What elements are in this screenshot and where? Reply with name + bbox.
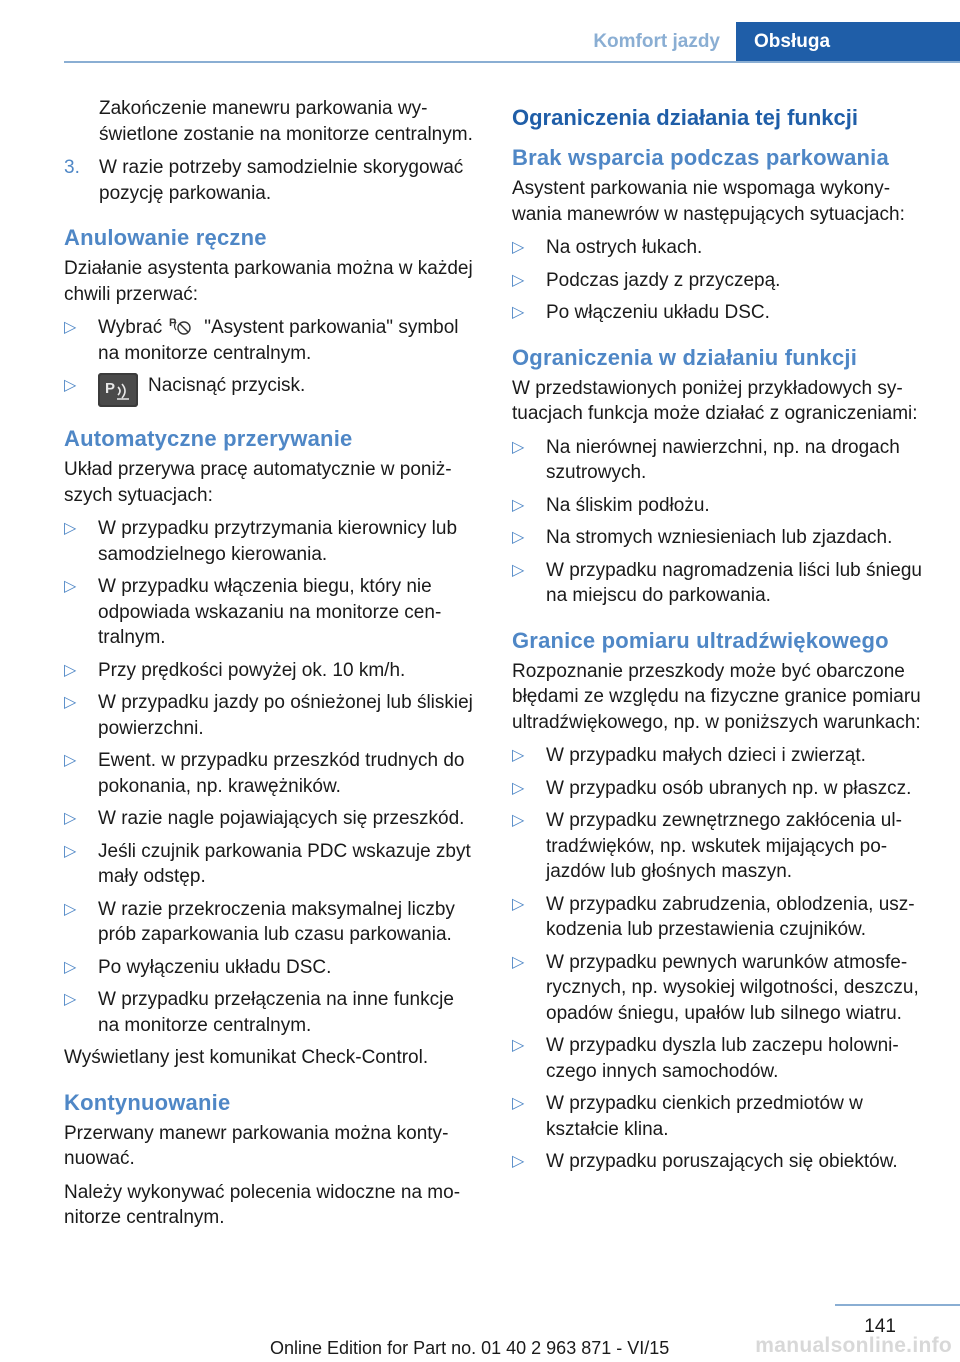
list-item <box>64 806 480 832</box>
list-item <box>64 516 480 567</box>
step-item <box>64 155 480 206</box>
triangle-right-icon: ▷ <box>64 377 77 394</box>
triangle-right-icon: ▷ <box>64 900 77 918</box>
list-item <box>64 955 480 981</box>
cancel-item-post: "Asystent parkowania" symbol na monitorze centralnym. <box>98 317 459 364</box>
heading-auto: Automatyczne przerywanie <box>64 426 353 451</box>
nosupport-intro: Asystent parkowania nie wspomaga wykonywania manewrów w następujących sytuacjach: <box>512 178 905 225</box>
list-item-text: W przypadku poruszających się obiektów. <box>546 1151 898 1172</box>
triangle-right-icon: ▷ <box>512 1037 525 1054</box>
auto-outro: Wyświetlany jest komunikat Check-Control. <box>64 1047 429 1068</box>
list-item-text: Po włączeniu układu DSC. <box>546 302 770 323</box>
list-item <box>512 1149 928 1175</box>
triangle-right-icon: ▷ <box>512 747 525 764</box>
list-item <box>512 493 928 519</box>
list-item <box>64 987 480 1038</box>
step-number: 3. <box>64 157 80 178</box>
heading-continue: Kontynuowanie <box>64 1089 231 1115</box>
triangle-right-icon: ▷ <box>512 895 525 913</box>
triangle-right-icon: ▷ <box>512 1153 525 1170</box>
list-item <box>64 373 480 407</box>
triangle-right-icon: ▷ <box>64 578 77 595</box>
list-item-text: Przy prędkości powyżej ok. 10 km/h. <box>98 659 406 681</box>
list-item <box>64 315 480 366</box>
restrict-list <box>512 435 928 609</box>
heading-limits: Ograniczenia działania tej funkcji <box>512 105 858 130</box>
triangle-right-icon: ▷ <box>64 661 77 679</box>
header-rule <box>64 61 960 63</box>
heading-cancel: Anulowanie ręczne <box>64 225 267 250</box>
watermark: manualsonline.info <box>755 1334 952 1357</box>
list-item-text: Po wyłączeniu układu DSC. <box>98 956 332 978</box>
list-item-text: Jeśli czujnik parkowania PDC wskazuje zbyt mały odstęp. <box>98 840 471 887</box>
list-item <box>512 892 928 943</box>
triangle-right-icon: ▷ <box>512 304 525 321</box>
triangle-right-icon: ▷ <box>64 810 77 827</box>
list-item <box>512 268 928 294</box>
list-item-text: W przypadku przytrzymania kierownicy lub samodzielnego kierowania. <box>98 518 458 565</box>
heading-nosupport: Brak wsparcia podczas parkowania <box>512 145 889 170</box>
list-item-text: W przypadku pewnych warunków atmosferycznych, np. wysokiej wilgotności, deszczu, opadów śniegu, upałów lub silnego wiatru. <box>546 951 919 1024</box>
list-item-text: W razie przekroczenia maksymalnej liczby prób zaparkowania lub czasu parkowania. <box>98 898 455 945</box>
triangle-right-icon: ▷ <box>64 694 77 711</box>
triangle-right-icon: ▷ <box>512 438 525 456</box>
list-item-text: W przypadku cienkich przedmiotów w kształcie klina. <box>546 1093 863 1140</box>
list-item-text: Na śliskim podłożu. <box>546 494 710 516</box>
list-item <box>512 743 928 769</box>
parking-assistant-icon <box>168 315 196 337</box>
list-item-text: Podczas jazdy z przyczepą. <box>546 269 781 291</box>
triangle-right-icon: ▷ <box>512 239 525 256</box>
list-item <box>64 748 480 799</box>
list-item <box>64 574 480 651</box>
cancel-list <box>64 315 480 407</box>
triangle-right-icon: ▷ <box>64 319 77 336</box>
list-item <box>512 1091 928 1142</box>
list-item <box>64 839 480 890</box>
tab-section: Komfort jazdy <box>575 22 736 62</box>
list-item-text: Ewent. w przypadku przeszkód trudnych do pokonania, np. krawężników. <box>98 750 465 797</box>
triangle-right-icon: ▷ <box>64 752 77 769</box>
list-item <box>512 300 928 326</box>
cancel-item-pre: Wybrać <box>98 317 163 338</box>
continue-p1: Przerwany manewr parkowania można kontynuować. <box>64 1122 449 1169</box>
list-item-text: W przypadku nagromadzenia liści lub śniegu na miejscu do parkowania. <box>546 559 922 606</box>
triangle-right-icon: ▷ <box>512 779 525 797</box>
list-item <box>64 690 480 741</box>
list-item <box>512 525 928 551</box>
steps-list <box>64 155 480 206</box>
footer-edition: Online Edition for Part no. 01 40 2 963 871 - VI/15 <box>270 1338 670 1358</box>
ultrasonic-intro: Rozpoznanie przeszkody może być obarczone błędami ze względu na fizyczne granice pomiaru ultradźwiękowego, np. w poniższych warunkach: <box>512 660 921 733</box>
list-item <box>512 776 928 802</box>
auto-intro: Układ przerywa pracę automatycznie w poniższych sytuacjach: <box>64 459 452 506</box>
list-item-text: Na stromych wzniesieniach lub zjazdach. <box>546 527 893 548</box>
triangle-right-icon: ▷ <box>64 842 77 860</box>
list-item <box>512 435 928 486</box>
nosupport-list <box>512 235 928 326</box>
triangle-right-icon: ▷ <box>512 529 525 546</box>
parking-button-icon <box>98 373 138 407</box>
svg-text:P: P <box>105 380 116 397</box>
ultrasonic-list <box>512 743 928 1175</box>
cancel-item-text: Nacisnąć przycisk. <box>148 375 306 396</box>
triangle-right-icon: ▷ <box>512 953 525 971</box>
list-item-text: W przypadku dyszla lub zaczepu holowniczego innych samochodów. <box>546 1035 899 1082</box>
heading-ultrasonic: Granice pomiaru ultradźwiękowego <box>512 627 889 653</box>
list-item <box>64 897 480 948</box>
list-item-text: W przypadku zewnętrznego zakłócenia ultradźwięków, np. wskutek mijających pojazdów lub głośnych maszyn. <box>546 810 902 882</box>
list-item-text: Na nierównej nawierzchni, np. na drogach szutrowych. <box>546 436 900 483</box>
continue-p2: Należy wykonywać polecenia widoczne na monitorze centralnym. <box>64 1181 461 1228</box>
page-number: 141 <box>864 1316 896 1337</box>
heading-restrict: Ograniczenia w działaniu funkcji <box>512 344 858 370</box>
button-row <box>98 373 480 407</box>
list-item-text: W przypadku zabrudzenia, oblodzenia, uszkodzenia lub przestawienia czujników. <box>546 893 915 940</box>
triangle-right-icon: ▷ <box>64 520 77 537</box>
list-item <box>512 950 928 1027</box>
tab-chapter: Obsługa <box>736 22 960 62</box>
triangle-right-icon: ▷ <box>64 958 77 976</box>
list-item-text: W przypadku małych dzieci i zwierząt. <box>546 745 866 766</box>
list-item <box>512 1033 928 1084</box>
triangle-right-icon: ▷ <box>512 812 525 829</box>
triangle-right-icon: ▷ <box>512 496 525 514</box>
triangle-right-icon: ▷ <box>512 1095 525 1112</box>
triangle-right-icon: ▷ <box>512 271 525 289</box>
header-tabs <box>575 22 960 62</box>
list-item-text: W przypadku jazdy po ośnieżonej lub śliskiej powierzchni. <box>98 692 473 739</box>
triangle-right-icon: ▷ <box>64 991 77 1008</box>
list-item <box>512 235 928 261</box>
cancel-intro: Działanie asystenta parkowania można w każdej chwili przerwać: <box>64 258 473 305</box>
list-item <box>512 808 928 885</box>
list-item-text: W przypadku przełączenia na inne funkcje na monitorze centralnym. <box>98 989 454 1036</box>
footer-rule <box>835 1304 960 1306</box>
svg-text:P: P <box>169 317 177 329</box>
step-continuation: Zakończenie manewru parkowania wyświetlone zostanie na monitorze centralnym. <box>99 98 473 145</box>
auto-list <box>64 516 480 1038</box>
list-item <box>64 658 480 684</box>
restrict-intro: W przedstawionych poniżej przykładowych sytuacjach funkcja może działać z ograniczeniami: <box>512 377 918 424</box>
list-item-text: Na ostrych łukach. <box>546 237 703 258</box>
list-item <box>512 558 928 609</box>
left-column <box>64 96 480 1231</box>
step-text: W razie potrzeby samodzielnie skorygować pozycję parkowania. <box>99 157 464 204</box>
right-column <box>512 96 928 1182</box>
list-item-text: W przypadku osób ubranych np. w płaszcz. <box>546 777 912 799</box>
list-item-text: W razie nagle pojawiających się przeszkód. <box>98 808 465 829</box>
triangle-right-icon: ▷ <box>512 561 525 579</box>
list-item-text: W przypadku włączenia biegu, który nie odpowiada wskazaniu na monitorze centralnym. <box>98 576 442 648</box>
